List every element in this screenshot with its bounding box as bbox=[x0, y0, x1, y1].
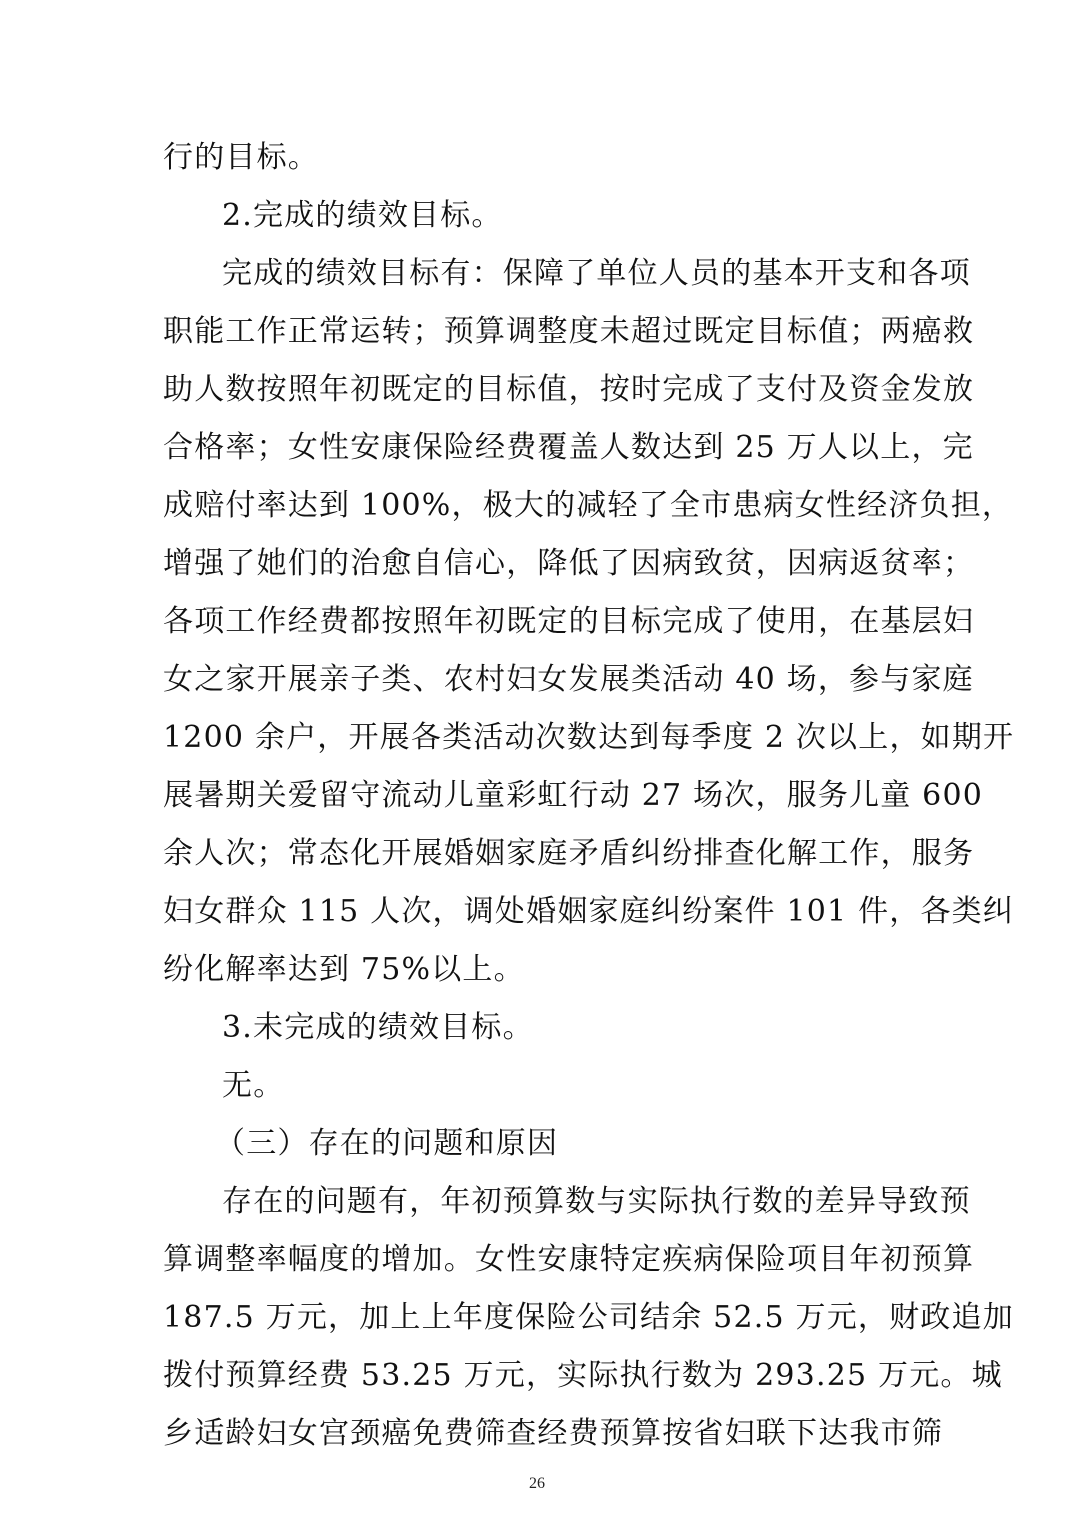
section-heading: （三）存在的问题和原因 bbox=[215, 1126, 559, 1161]
paragraph-line: 妇女群众 115 人次，调处婚姻家庭纠纷案件 101 件，各类纠 bbox=[163, 894, 1015, 929]
section-heading: 3.未完成的绩效目标。 bbox=[222, 1010, 534, 1045]
paragraph-line: 成赔付率达到 100%，极大的减轻了全市患病女性经济负担， bbox=[163, 488, 1014, 523]
paragraph-line: 女之家开展亲子类、农村妇女发展类活动 40 场，参与家庭 bbox=[163, 662, 974, 697]
paragraph-line: 拨付预算经费 53.25 万元，实际执行数为 293.25 万元。城 bbox=[163, 1358, 1003, 1393]
paragraph-line: 余人次；常态化开展婚姻家庭矛盾纠纷排查化解工作，服务 bbox=[163, 836, 975, 871]
paragraph-line: 乡适龄妇女宫颈癌免费筛查经费预算按省妇联下达我市筛 bbox=[163, 1416, 943, 1451]
paragraph-line: 展暑期关爱留守流动儿童彩虹行动 27 场次，服务儿童 600 bbox=[163, 778, 984, 813]
paragraph-line: 1200 余户，开展各类活动次数达到每季度 2 次以上，如期开 bbox=[163, 720, 1015, 755]
paragraph-line: 算调整率幅度的增加。女性安康特定疾病保险项目年初预算 bbox=[163, 1242, 975, 1277]
page-number: 26 bbox=[529, 1475, 545, 1492]
section-heading: 2.完成的绩效目标。 bbox=[222, 198, 503, 233]
paragraph-line: 增强了她们的治愈自信心，降低了因病致贫，因病返贫率； bbox=[163, 546, 975, 581]
paragraph-line: 存在的问题有，年初预算数与实际执行数的差异导致预 bbox=[222, 1184, 971, 1219]
paragraph-line: 合格率；女性安康保险经费覆盖人数达到 25 万人以上，完 bbox=[163, 430, 974, 465]
paragraph-line: 纷化解率达到 75%以上。 bbox=[163, 952, 525, 987]
paragraph-line: 职能工作正常运转；预算调整度未超过既定目标值；两癌救 bbox=[163, 314, 975, 349]
paragraph-line: 无。 bbox=[222, 1068, 285, 1103]
paragraph-line: 各项工作经费都按照年初既定的目标完成了使用，在基层妇 bbox=[163, 604, 975, 639]
paragraph-line: 完成的绩效目标有：保障了单位人员的基本开支和各项 bbox=[222, 256, 971, 291]
paragraph-line: 助人数按照年初既定的目标值，按时完成了支付及资金发放 bbox=[163, 372, 975, 407]
paragraph-line: 187.5 万元，加上上年度保险公司结余 52.5 万元，财政追加 bbox=[163, 1300, 1014, 1335]
paragraph-line: 行的目标。 bbox=[163, 140, 319, 175]
